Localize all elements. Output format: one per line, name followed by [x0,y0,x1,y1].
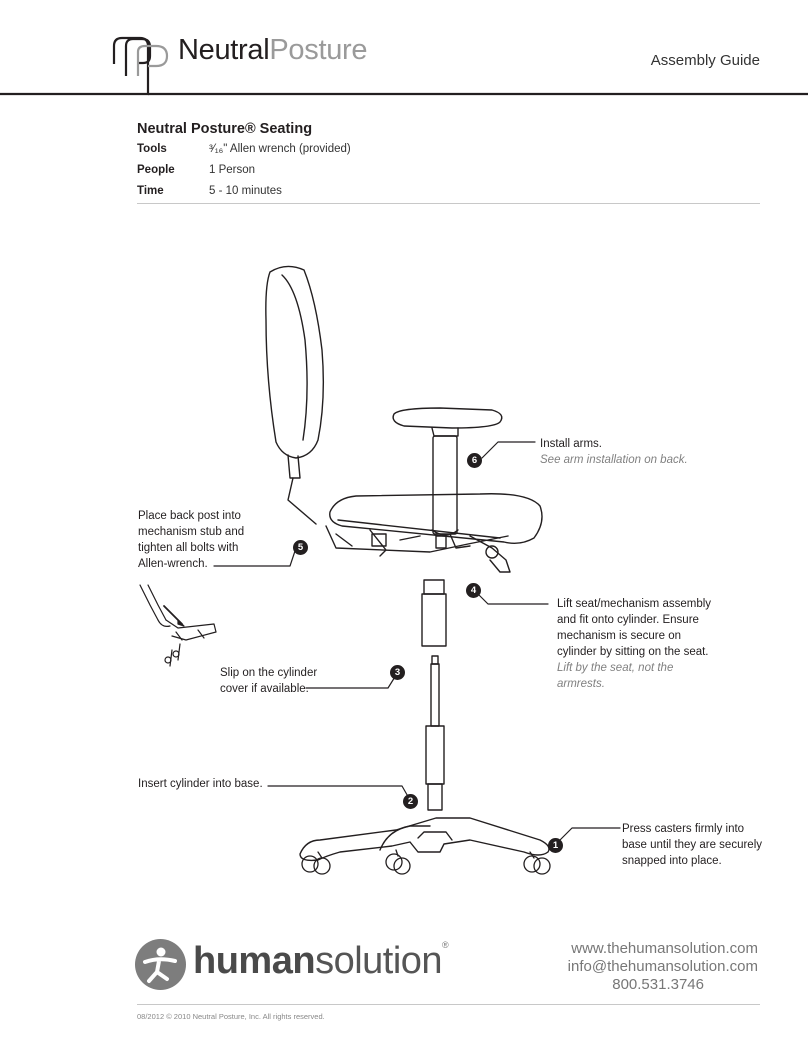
seat-drawing [326,494,542,572]
spec-value: ³⁄₁₆" Allen wrench (provided) [209,143,351,155]
inset-detail-drawing [140,585,216,666]
step-5-text: Place back post into mechanism stub and tighten all bolts with Allen-wrench. [138,510,245,570]
step-4-text: Lift seat/mechanism assembly and fit onto cylinder. Ensure mechanism is secure on cylinder by sitting on the seat. [557,598,712,658]
brand-secondary: Posture [269,34,368,66]
figure-icon [135,939,186,990]
email-link[interactable]: info@thehumansolution.com [567,958,758,975]
brand-light: solution [315,940,443,982]
step-1-badge: 1 [548,838,563,853]
step-2-instruction [138,776,278,792]
product-title: Neutral Posture® Seating [137,121,313,137]
backrest-drawing [266,266,324,524]
footer-divider [137,1004,760,1005]
step-4-note: Lift by the seat, not the armrests. [557,662,674,690]
armrest-drawing [393,408,502,535]
base-drawing [300,818,550,874]
spec-value: 5 - 10 minutes [209,185,282,197]
step-3-text: Slip on the cylinder cover if available. [220,667,318,695]
step-3-instruction [220,665,330,697]
brand-bold: human [193,940,316,982]
registered-mark: ® [442,940,449,950]
step-1-instruction [622,821,762,869]
step-3-badge: 3 [390,665,405,680]
step-1-text: Press casters firmly into base until they are securely snapped into place. [622,823,762,867]
step-5-badge: 5 [293,540,308,555]
spec-label: People [137,164,175,176]
step-6-badge: 6 [467,453,482,468]
website-link[interactable]: www.thehumansolution.com [571,940,758,957]
phone-number: 800.531.3746 [612,976,704,993]
step-5-instruction [138,508,258,572]
step-4-instruction [557,596,717,692]
step-2-text: Insert cylinder into base. [138,778,263,790]
step-2-badge: 2 [403,794,418,809]
legal-text: 08/2012 © 2010 Neutral Posture, Inc. All rights reserved. [137,1012,325,1021]
spec-label: Tools [137,143,167,155]
step-6-text: Install arms. [540,438,602,450]
human-solution-wordmark [193,940,448,983]
cylinder-drawing [422,580,446,810]
brand-primary: Neutral [178,34,270,66]
spec-value: 1 Person [209,164,256,176]
spec-label: Time [137,185,164,197]
human-solution-logo-icon [135,939,186,990]
step-4-badge: 4 [466,583,481,598]
step-6-instruction [540,436,720,468]
step-6-note: See arm installation on back. [540,454,688,466]
document-type: Assembly Guide [650,52,760,69]
